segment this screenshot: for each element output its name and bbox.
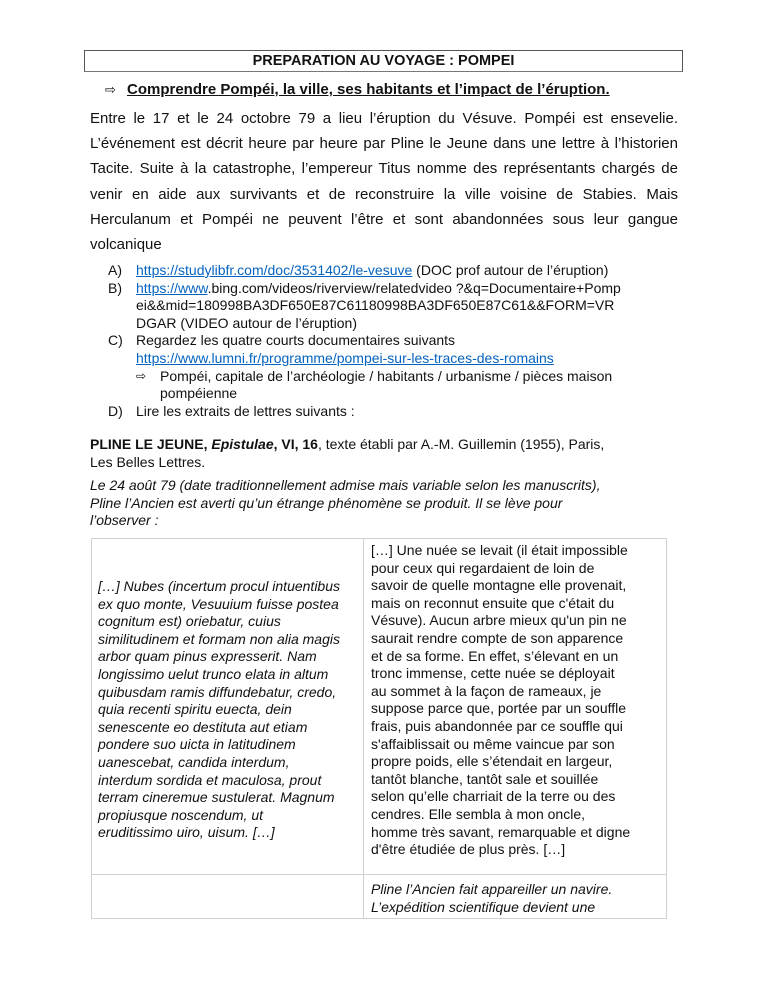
arrow-right-icon: ⇨: [105, 82, 116, 97]
latin-line: quibusdam ramis diffundebatur, credo,: [98, 683, 337, 700]
latin-line: eruditissimo uiro, uisum. […]: [98, 824, 275, 841]
latin-line: similitudinem et formam non alia magis: [98, 630, 340, 647]
list-text: Regardez les quatre courts documentaires suivants: [136, 332, 456, 349]
page-title: PREPARATION AU VOYAGE : POMPEI: [84, 50, 683, 72]
intro-paragraph: [90, 106, 678, 257]
citation-author: PLINE LE JEUNE,: [90, 436, 212, 452]
lumni-link[interactable]: https://www.lumni.fr/programme/pompei-sur-les-traces-des-romains: [136, 349, 554, 366]
citation-publisher: Les Belles Lettres.: [90, 453, 206, 470]
french-line: au sommet à la façon de rameaux, je: [371, 682, 602, 699]
url-text: DGAR (VIDEO autour de l’éruption): [136, 314, 357, 331]
french-line: et de sa forme. En effet, s’élevant en un: [371, 647, 619, 664]
latin-line: propiusque noscendum, ut: [98, 806, 263, 823]
latin-line: arbor quam pinus expresserit. Nam: [98, 648, 317, 665]
french-line: tantôt blanche, tantôt sale et souillée: [371, 770, 599, 787]
link-description: (DOC prof autour de l’éruption): [412, 262, 609, 278]
list-marker: D): [108, 402, 123, 419]
latin-line: uanescebat, candida interdum,: [98, 753, 290, 770]
latin-line: pondere suo uicta in latitudinem: [98, 736, 296, 753]
list-item-b: [108, 280, 683, 333]
resource-list: [108, 262, 683, 420]
french-line: mais on reconnut ensuite que c'était du: [371, 594, 615, 611]
french-line: savoir de quelle montagne elle provenait,: [371, 577, 627, 594]
latin-line: quia recenti spiritu euecta, dein: [98, 701, 292, 718]
url-text: ei&&mid=180998BA3DF650E87C61180998BA3DF650E87C61&&FORM=VR: [136, 297, 615, 314]
list-text: Lire les extraits de lettres suivants :: [136, 402, 355, 419]
latin-line: cognitum est) oriebatur, cuius: [98, 613, 281, 630]
studylib-link[interactable]: https://studylibfr.com/doc/3531402/le-vesuve: [136, 262, 413, 278]
url-text: .bing.com/videos/riverview/relatedvideo ?&q=Documentaire+Pomp: [207, 279, 621, 296]
french-line: cendres. Elle sembla à mon oncle,: [371, 805, 585, 822]
sub-list-text: pompéienne: [160, 385, 238, 402]
latin-text-cell: [98, 578, 340, 842]
latin-line: longissimo uelut trunco elata in altum: [98, 665, 329, 682]
french-line: tronc immense, cette nuée se déployait: [371, 665, 615, 682]
citation-ref: , VI, 16: [273, 436, 318, 452]
french-line: propre poids, elle s’étendait en largeur,: [371, 753, 613, 770]
intro-line: L’événement est décrit heure par heure par Pline le Jeune dans une lettre à l’historien: [90, 135, 678, 153]
sub-list-item: [136, 368, 683, 403]
citation-edition: , texte établi par A.-M. Guillemin (1955), Paris,: [317, 436, 605, 452]
section-heading: [105, 80, 610, 100]
french-line: selon qu’elle charriait de la terre ou des: [371, 788, 616, 805]
empty-cell: [98, 881, 358, 917]
intro-line: venir en aide aux survivants et de reconstruire la ville voisine de Stabies. Mais: [90, 185, 678, 203]
french-line: homme très savant, remarquable et digne: [371, 823, 631, 840]
french-line: saurait rendre compte de son apparence: [371, 629, 624, 646]
context-paragraph: [90, 477, 680, 530]
french-line: pour ceux qui regardaient de loin de: [371, 559, 595, 576]
intro-line: Tacite. Suite à la catastrophe, l’empereur Titus nomme des représentants chargés de: [90, 160, 678, 178]
column-divider: [363, 539, 364, 918]
intro-line: volcanique: [90, 235, 162, 253]
narrative-line: L’expédition scientifique devient une: [371, 898, 596, 915]
section-heading-text: Comprendre Pompéi, la ville, ses habitants et l’impact de l’éruption.: [127, 81, 610, 98]
french-line: Vésuve). Aucun arbre mieux qu'un pin ne: [371, 612, 627, 629]
list-item-a: [108, 262, 683, 280]
french-line: […] Une nuée se levait (il était impossible: [371, 542, 628, 558]
french-line: frais, puis abandonnée par ce souffle qui: [371, 717, 623, 734]
bing-video-link[interactable]: https://www: [136, 279, 208, 296]
translation-table: [91, 538, 667, 919]
context-line: Le 24 août 79 (date traditionnellement admise mais variable selon les manuscrits),: [90, 477, 601, 493]
context-line: Pline l’Ancien est averti qu’un étrange phénomène se produit. Il se lève pour: [90, 494, 563, 511]
list-marker: A): [108, 262, 122, 278]
latin-line: interdum sordida et maculosa, prout: [98, 771, 322, 788]
narrative-line: Pline l’Ancien fait appareiller un navire.: [371, 881, 613, 897]
row-divider: [92, 874, 666, 875]
latin-line: senescente eo destituta aut etiam: [98, 718, 308, 735]
citation-work: Epistulae: [211, 436, 274, 452]
latin-line: […] Nubes (incertum procul intuentibus: [98, 578, 340, 594]
latin-line: terram cineremue sustulerat. Magnum: [98, 789, 335, 806]
context-line: l’observer :: [90, 512, 159, 529]
list-item-d: [108, 403, 683, 421]
french-line: s'affaiblissait ou même vaincue par son: [371, 735, 615, 752]
french-line: suppose parce que, portée par un souffle: [371, 700, 627, 717]
narrative-cell: [371, 881, 612, 916]
list-marker: C): [108, 332, 123, 349]
intro-line: Entre le 17 et le 24 octobre 79 a lieu l’éruption du Vésuve. Pompéi est ensevelie.: [90, 110, 678, 127]
list-marker: B): [108, 279, 122, 296]
list-item-c: [108, 332, 683, 402]
french-line: d'être étudiée de plus près. […]: [371, 841, 566, 858]
french-translation-cell: [371, 542, 630, 859]
source-citation: [90, 436, 680, 471]
sub-list-text: Pompéi, capitale de l’archéologie / habitants / urbanisme / pièces maison: [160, 367, 613, 384]
latin-line: ex quo monte, Vesuuium fuisse postea: [98, 595, 339, 612]
intro-line: Herculanum et Pompéi ne peuvent l’être et sont abandonnées sous leur gangue: [90, 210, 678, 228]
arrow-right-icon: ⇨: [136, 368, 147, 383]
